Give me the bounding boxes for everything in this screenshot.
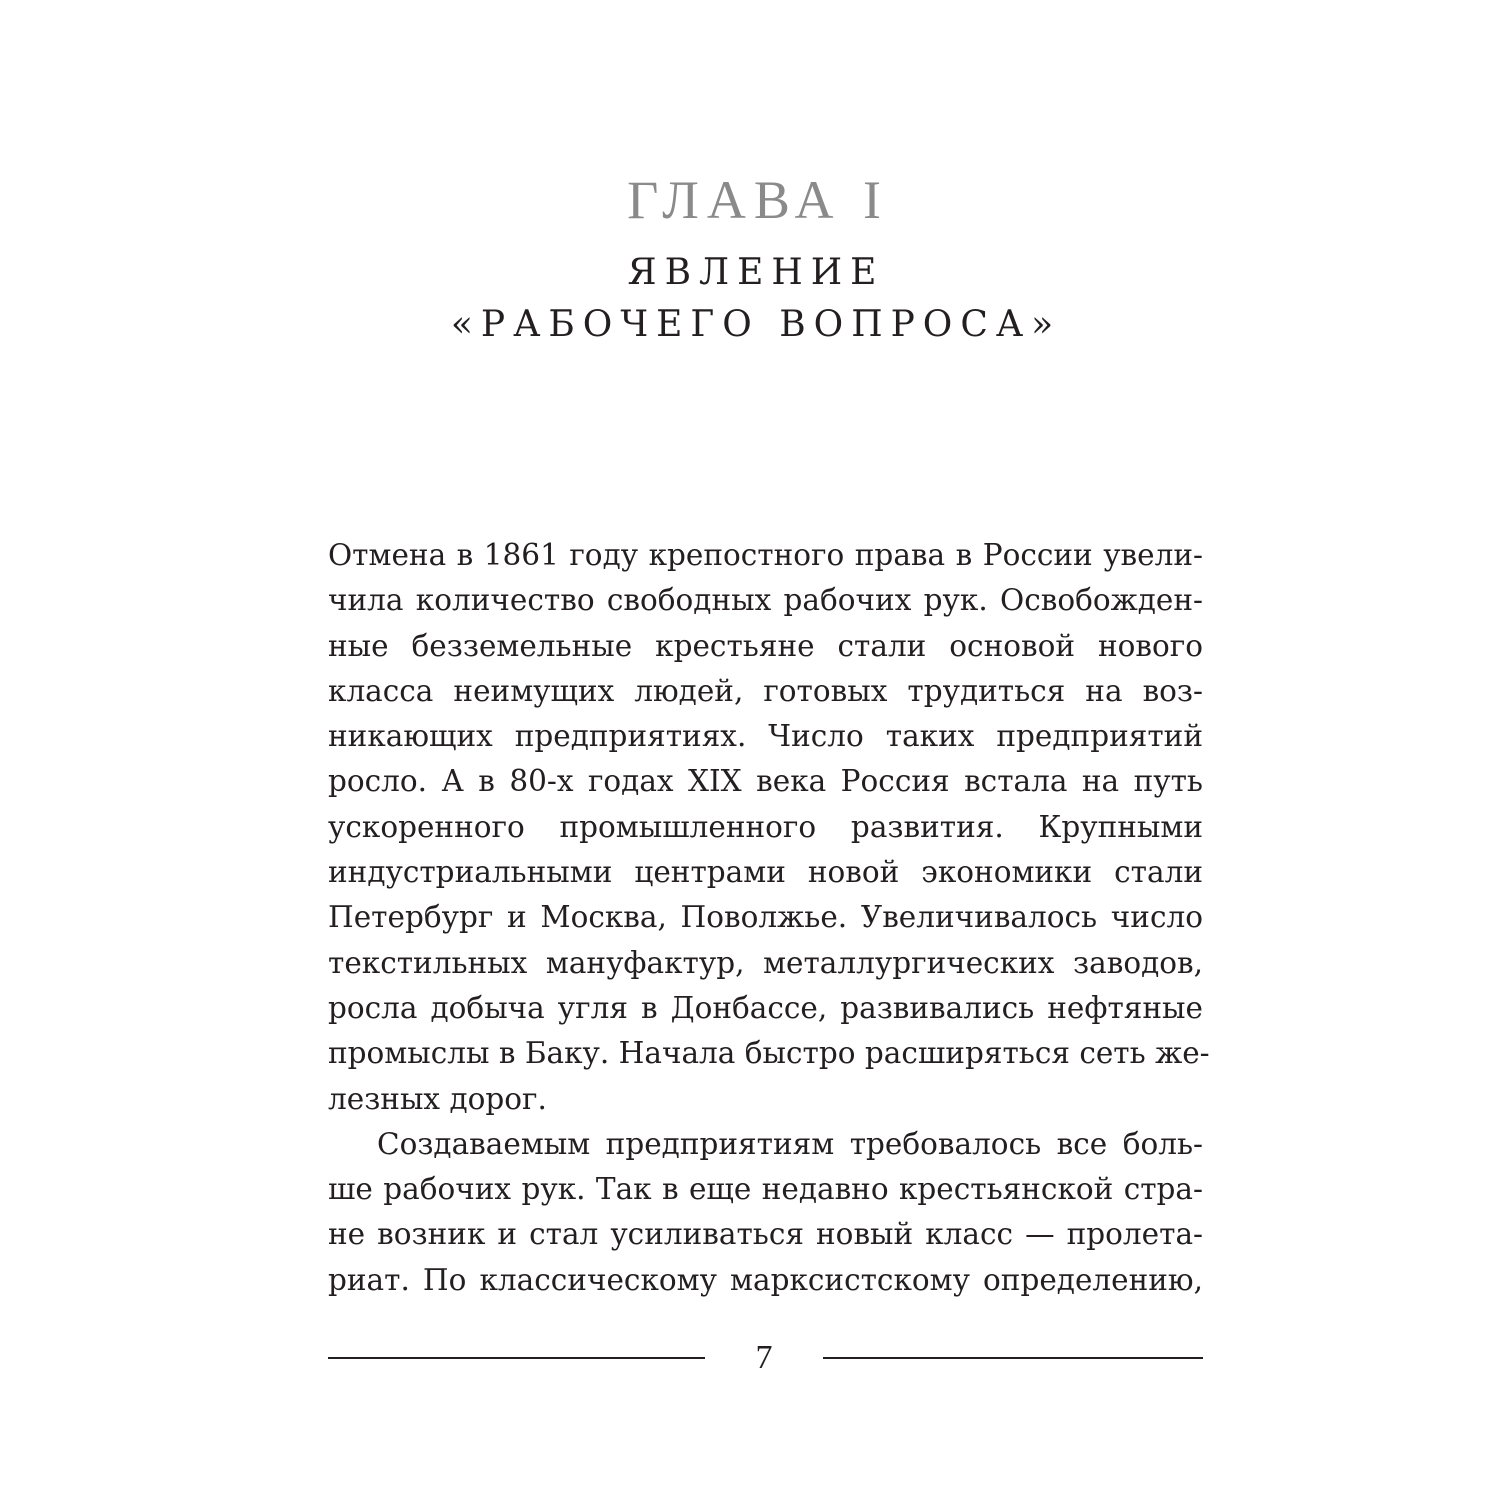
- text-line: текстильных мануфактур, металлургических заводов,: [328, 945, 1203, 980]
- page-number: 7: [755, 1339, 773, 1376]
- text-line: никающих предприятиях. Число таких предприятий: [328, 719, 1203, 754]
- text-line: промыслы в Баку. Начала быстро расширяться сеть же-: [328, 1036, 1210, 1071]
- page-footer: [328, 1336, 1203, 1380]
- text-line: росла добыча угля в Донбассе, развивались нефтяные: [328, 990, 1203, 1025]
- text-line: росло. А в 80-х годах XIX века Россия встала на путь: [328, 764, 1203, 799]
- body-text: [328, 533, 1210, 1303]
- footer-rule-right: [823, 1357, 1203, 1359]
- text-line: Отмена в 1861 году крепостного права в России увели-: [328, 538, 1203, 572]
- chapter-title-line-2: «РАБОЧЕГО ВОПРОСА»: [450, 304, 1062, 345]
- text-line: класса неимущих людей, готовых трудиться на воз-: [328, 673, 1203, 708]
- text-line: лезных дорог.: [328, 1081, 547, 1116]
- text-line: риат. По классическому марксистскому определению,: [328, 1262, 1203, 1297]
- footer-rule-left: [328, 1357, 705, 1359]
- text-line: ше рабочих рук. Так в еще недавно крестьянской стра-: [328, 1172, 1203, 1207]
- text-line: Петербург и Москва, Поволжье. Увеличивалось число: [328, 900, 1203, 935]
- chapter-label: ГЛАВА I: [627, 170, 889, 230]
- paragraph-start-line: Создаваемым предприятиям требовалось все боль-: [377, 1126, 1203, 1161]
- text-line: ные безземельные крестьяне стали основой нового: [328, 628, 1203, 663]
- text-line: не возник и стал усиливаться новый класс — пролета-: [328, 1217, 1203, 1252]
- text-line: чила количество свободных рабочих рук. Освобожден-: [328, 583, 1203, 618]
- text-line: индустриальными центрами новой экономики стали: [328, 855, 1203, 890]
- text-line: ускоренного промышленного развития. Крупными: [328, 809, 1203, 844]
- chapter-title-line-1: ЯВЛЕНИЕ: [627, 252, 885, 293]
- chapter-title: [0, 247, 1500, 351]
